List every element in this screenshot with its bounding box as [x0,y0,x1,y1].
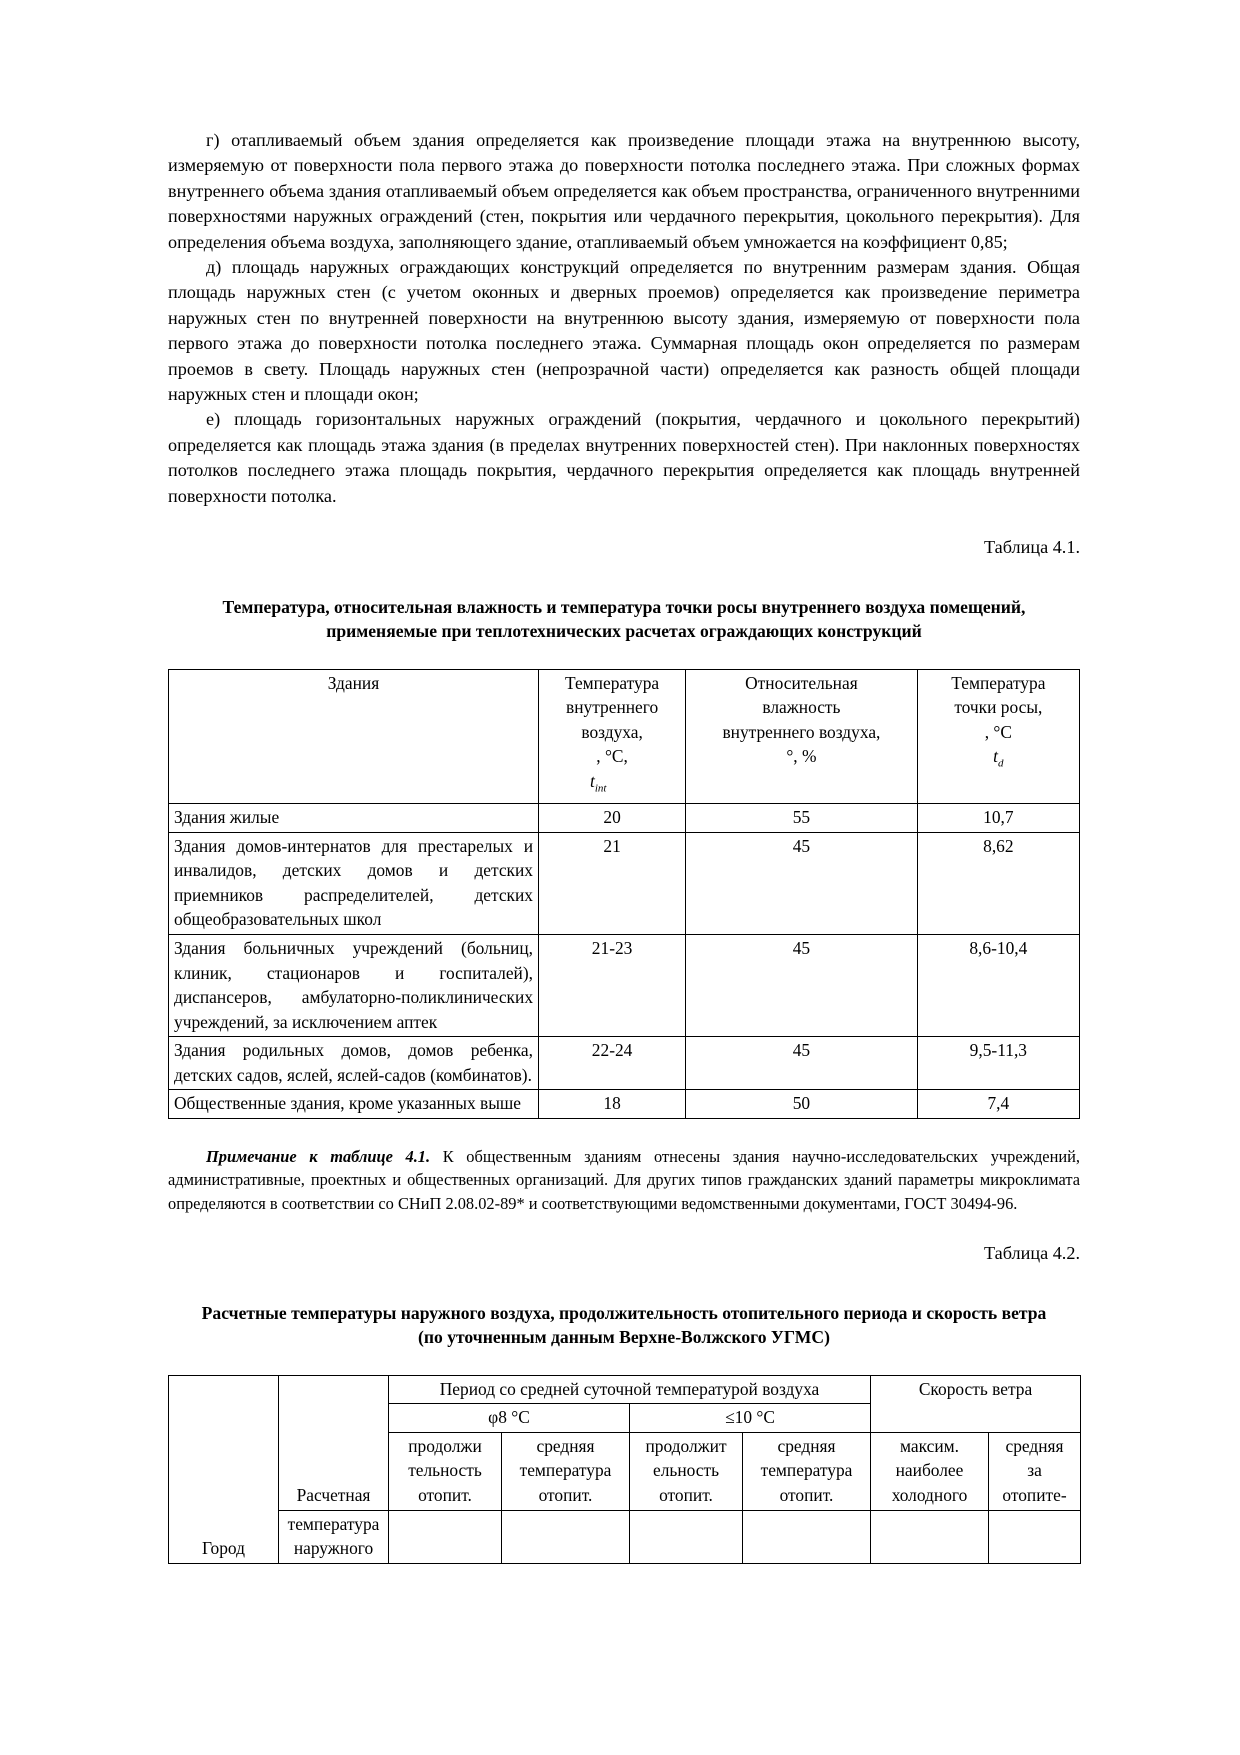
symbol-t: t [590,770,595,791]
header-cell-subgroup-2 [630,1404,871,1433]
header-line: отопит. [538,1485,593,1506]
header-line: воздуха, [581,721,643,742]
cell-dewpoint: 8,6-10,4 [917,934,1079,1036]
cell-dewpoint: 9,5-11,3 [917,1037,1079,1090]
header-line: точки росы, [954,697,1043,718]
header-line: ельность [652,1460,719,1481]
header-cell-wind-avg [989,1432,1081,1510]
header-line: °, % [786,746,817,767]
header-label-wind-group: Скорость ветра [918,1378,1033,1399]
header-symbol-tint [544,769,680,801]
cell-humidity: 45 [686,832,918,934]
header-cell-humidity [686,669,918,803]
cell-humidity: 50 [686,1090,918,1119]
header-cell-spacer [989,1510,1081,1563]
header-cell-spacer [502,1510,630,1563]
header-cell-duration-2 [630,1432,743,1510]
header-line: Относительная [745,672,858,693]
paragraph-e: е) площадь горизонтальных наружных ограждений (покрытия, чердачного и цокольного перекрытий) определяется как площадь этажа здания (в пределах внутренних поверхностей стен). При наклонных поверхностях потолков последнего этажа площадь покрытия, чердачного перекрытия определяется как площадь внутренней поверхности потолка. [168,409,1080,506]
cell-humidity: 45 [686,1037,918,1090]
header-label-subgroup-2: ≤10 °С [725,1407,775,1428]
paragraph-d: д) площадь наружных ограждающих конструкций определяется по внутренним размерам здания. Общая площадь наружных стен (с учетом оконных и дверных проемов) определяется как произведение периметра наружных стен по внутренней поверхности на внутреннюю высоту здания, измеряемую от поверхности пола первого этажа до поверхности потолка последнего этажа. Суммарная площадь окон определяется по размерам проемов в свету. Площадь наружных стен (непрозрачной части) определяется как разность общей площади наружных стен и площади окон; [168,257,1080,405]
header-line: внутреннего [566,697,659,718]
header-line: отопит. [659,1485,713,1506]
table-41-note [168,1145,1080,1215]
cell-building: Здания домов-интернатов для престарелых и инвалидов, детских домов и детских приемников распределителей, детских общеобразовательных школ [169,832,539,934]
header-cell-city [169,1375,279,1563]
header-line: максим. [900,1435,959,1456]
header-line: , °С, [596,746,628,767]
cell-dewpoint: 10,7 [917,803,1079,832]
cell-building: Здания родильных домов, домов ребенка, детских садов, яслей, яслей-садов (комбинатов). [169,1037,539,1090]
header-line: продолжит [645,1435,727,1456]
table-row [169,1090,1080,1119]
header-cell-design-temp [279,1375,389,1510]
cell-temperature: 18 [539,1090,686,1119]
header-line: Температура [565,672,660,693]
cell-humidity: 55 [686,803,918,832]
note-label: Примечание к таблице 4.1. [206,1147,431,1167]
symbol-sub-d: d [998,757,1004,770]
header-line: средняя [536,1435,595,1456]
header-line: отопит. [418,1485,472,1506]
table-row [169,803,1080,832]
header-cell-subgroup-1 [389,1404,630,1433]
table-41-header-row [169,669,1080,803]
cell-building: Здания больничных учреждений (больниц, клиник, стационаров и госпиталей), диспансеров, амбулаторно-поликлинических учреждений, за исключением аптек [169,934,539,1036]
header-label-city: Город [202,1538,245,1559]
table-42-number: Таблица 4.2. [984,1243,1080,1264]
table-42-header-row-4 [169,1510,1081,1563]
header-line: Температура [951,672,1046,693]
table-42-title: Расчетные температуры наружного воздуха, продолжительность отопительного периода и скорость ветра (по уточненным данным Верхне-Волжского УГМС) [201,1302,1047,1347]
table-42-header-row-1 [169,1375,1081,1404]
table-41-title: Температура, относительная влажность и температура точки росы внутреннего воздуха помещений, применяемые при теплотехнических расчетах ограждающих конструкций [222,596,1026,641]
header-cell-avgtemp-2 [743,1432,871,1510]
header-cell-duration-1 [389,1432,502,1510]
cell-temperature: 22-24 [539,1037,686,1090]
cell-building: Общественные здания, кроме указанных выше [169,1090,539,1119]
header-line: отопите- [1002,1485,1067,1506]
header-cell-design-temp-cont [279,1510,389,1563]
header-cell-spacer [630,1510,743,1563]
header-cell-buildings [169,669,539,803]
cell-dewpoint: 8,62 [917,832,1079,934]
header-cell-spacer [743,1510,871,1563]
paragraph-g: г) отапливаемый объем здания определяется как произведение площади этажа на внутреннюю высоту, измеряемую от поверхности пола первого этажа до поверхности потолка последнего этажа. При сложных формах внутреннего объема здания отапливаемый объем определяется как объем пространства, ограниченного внутренними поверхностями наружных ограждений (стен, покрытия или чердачного перекрытия, цокольного перекрытия). Для определения объема воздуха, заполняющего здание, отапливаемый объем умножается на коэффициент 0,85; [168,130,1080,252]
table-41 [168,669,1080,1120]
header-line: , °С [984,721,1012,742]
cell-temperature: 21-23 [539,934,686,1036]
header-label-buildings: Здания [327,672,380,693]
header-line: наиболее [895,1460,964,1481]
header-cell-wind-max [871,1432,989,1510]
table-42 [168,1375,1081,1564]
cell-temperature: 21 [539,832,686,934]
header-line: температура [760,1460,853,1481]
table-row [169,1037,1080,1090]
header-label-period-group: Период со средней суточной температурой воздуха [439,1378,820,1399]
cell-humidity: 45 [686,934,918,1036]
table-row [169,832,1080,934]
header-cell-spacer [871,1510,989,1563]
cell-dewpoint: 7,4 [917,1090,1079,1119]
header-cell-temperature [539,669,686,803]
header-line: холодного [891,1485,968,1506]
header-cell-dewpoint [917,669,1079,803]
header-line: внутреннего воздуха, [722,721,881,742]
header-line: средняя [1005,1435,1064,1456]
header-line: температура [287,1513,380,1534]
header-line: температура [519,1460,612,1481]
symbol-sub-int: int [594,782,607,795]
header-cell-period-group [389,1375,871,1404]
header-line: влажность [762,697,841,718]
header-symbol-td [923,744,1074,776]
header-cell-wind-group [871,1375,1081,1432]
table-41-number: Таблица 4.1. [984,537,1080,558]
symbol-t: t [993,746,999,767]
header-line: наружного [293,1538,374,1559]
header-line: средняя [777,1435,836,1456]
header-line: за [1027,1460,1042,1481]
header-label-subgroup-1: φ8 °С [488,1407,530,1428]
header-line: отопит. [779,1485,834,1506]
header-cell-spacer [389,1510,502,1563]
note-text: К общественным зданиям отнесены здания научно-исследовательских учреждений, административные, проектных и общественных организаций. Для других типов гражданских зданий параметры микроклимата определяются в соответствии со СНиП 2.08.02-89* и соответствующими ведомственными документами, ГОСТ 30494-96. [168,1147,1080,1213]
header-line: продолжи [408,1435,482,1456]
cell-building: Здания жилые [169,803,539,832]
header-cell-avgtemp-1 [502,1432,630,1510]
cell-temperature: 20 [539,803,686,832]
header-line: Расчетная [296,1485,371,1506]
header-line: тельность [408,1460,482,1481]
table-row [169,934,1080,1036]
